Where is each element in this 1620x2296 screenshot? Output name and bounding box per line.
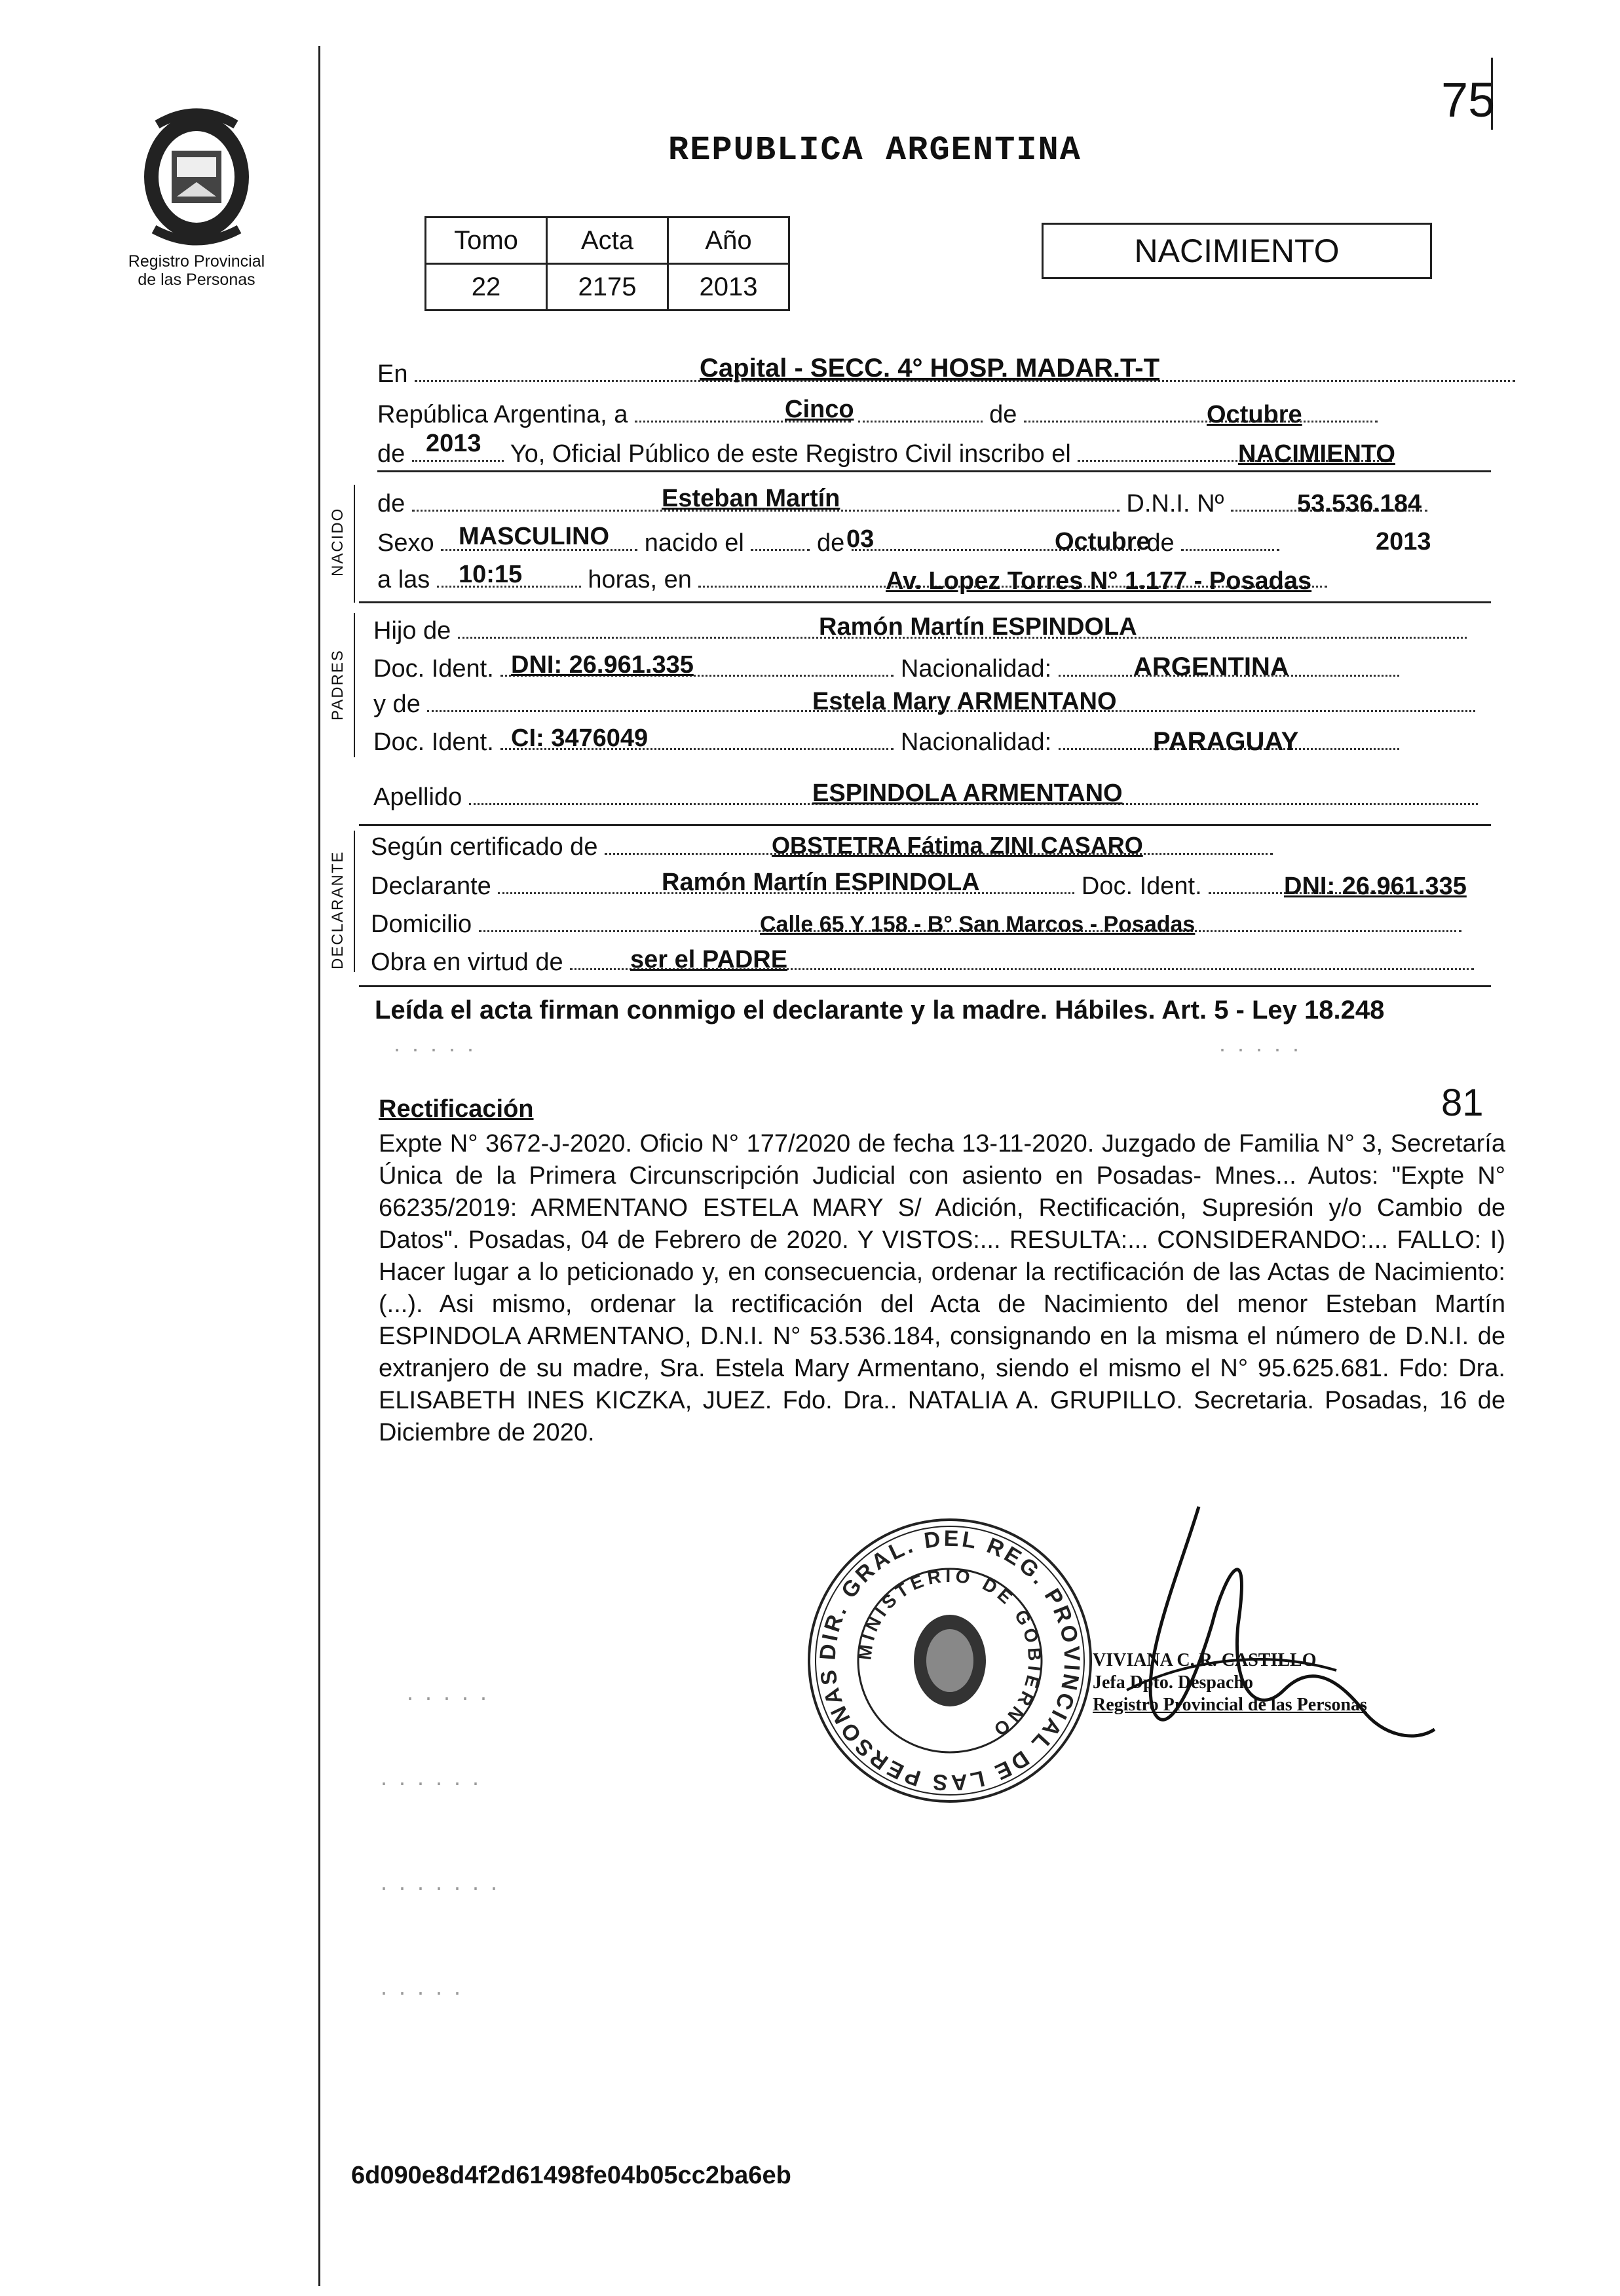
dotted-line [751,549,810,551]
official-seal [799,1507,1101,1815]
child-dni-value: 53.536.184 [1297,490,1422,518]
child-name-value: Esteban Martín [662,485,840,512]
coat-of-arms-icon [131,105,262,249]
seal-ring-text: DIR. GRAL. DEL REG. PROVINCIAL DE LAS PERSONAS [815,1526,1085,1796]
logo-caption-line1: Registro Provincial [128,252,265,271]
bleed-through-text: · · · · · [1218,1035,1302,1062]
dotted-line [1181,549,1279,551]
place-value: Capital - SECC. 4° HOSP. MADAR.T-T [700,354,1160,383]
label-doc-ident: Doc. Ident. [373,655,494,683]
seal-inner-text: MINISTERIO DE GOBIERNO [854,1565,1045,1742]
mother-name-value: Estela Mary ARMENTANO [812,688,1117,715]
surname-value: ESPINDOLA ARMENTANO [812,780,1123,807]
label-nacionalidad: Nacionalidad: [900,655,1052,683]
col-acta-header: Acta [547,217,668,264]
sex-value: MASCULINO [459,523,610,550]
record-type-box: NACIMIENTO [1042,223,1432,279]
record-kind-value: NACIMIENTO [1238,440,1395,468]
month-value: Octubre [1207,401,1302,428]
label-domicilio: Domicilio [371,911,472,938]
label-segun: Según certificado de [371,833,598,861]
dotted-line [858,421,983,423]
label-republica-a: República Argentina, a [377,401,628,428]
label-en-text: En [377,360,408,388]
registry-table [424,216,790,311]
label-de: de [989,401,1017,428]
year-value: 2013 [426,430,481,457]
label-dni: D.N.I. Nº [1126,490,1224,518]
page-number: 75 [1441,73,1496,127]
side-label-declarante: DECLARANTE [329,850,347,969]
declarant-name-value: Ramón Martín ESPINDOLA [662,869,980,896]
closing-statement: Leída el acta firman conmigo el declarante y la madre. Hábiles. Art. 5 - Ley 18.248 [375,996,1385,1025]
signatory-block [1093,1649,1367,1716]
label-nacido-el: nacido el [644,529,744,557]
line-nombre [377,490,1427,518]
label-de-nombre: de [377,490,405,518]
father-name-value: Ramón Martín ESPINDOLA [819,613,1137,641]
col-anio-header: Año [668,217,789,264]
acta-value: 2175 [547,264,668,311]
document-heading: REPUBLICA ARGENTINA [668,131,1082,170]
label-doc-ident2: Doc. Ident. [373,728,494,756]
label-nacionalidad2: Nacionalidad: [900,728,1052,756]
bleed-through-text: · · · · · [406,1684,489,1710]
line-obra [371,949,1474,977]
section-divider [359,985,1491,987]
registry-logo [118,105,275,289]
birth-time-value: 10:15 [459,561,523,588]
rectification-title: Rectificación [379,1095,534,1123]
birth-year-value: 2013 [1376,528,1431,555]
label-a-las: a las [377,566,430,593]
side-label-padres: PADRES [329,649,347,721]
label-oficial: Yo, Oficial Público de este Registro Civil inscribo el [510,440,1071,468]
address-value: Calle 65 Y 158 - B° San Marcos - Posadas [760,912,1196,937]
bleed-through-text: · · · · · · [380,1769,481,1796]
anio-value: 2013 [668,264,789,311]
label-hijo-de: Hijo de [373,617,451,645]
logo-caption-line2: de las Personas [138,271,255,289]
col-tomo-header: Tomo [426,217,547,264]
section-divider [377,470,1491,472]
section-bracket [354,831,355,972]
day-value: Cinco [785,396,854,423]
declarant-doc-value: DNI: 26.961.335 [1284,873,1467,900]
rectification-body: Expte N° 3672-J-2020. Oficio N° 177/2020 de fecha 13-11-2020. Juzgado de Familia N° 3, Secretaría Única de la Primera Circunscripción Judicial con asiento en Posadas- Mnes... Autos: "Expte N° 66235/2019: ARMENTANO ESTELA MARY S/ Adición, Rectificación, Supresión y/o Cambio de Datos". Posadas, 04 de Febrero de 2020. Y VISTOS:... RESULTA:... CONSIDERANDO:... FALLO: I) Hacer lugar a lo peticionado y, en consecuencia, ordenar la rectificación de las Actas de Nacimiento: (...). Asi mismo, ordenar la rectificación del Acta de Nacimiento del menor Esteban Martín ESPINDOLA ARMENTANO, D.N.I. N° 53.536.184, consignando en la misma el número de D.N.I. de extranjero de su madre, Sra. Estela Mary Armentano, siendo el mismo el N° 95.625.681. Fdo: Dra. ELISABETH INES KICZKA, JUEZ. Fdo. Dra.. NATALIA A. GRUPILLO. Secretaria. Posadas, 16 de Diciembre de 2020. [379,1130,1505,1446]
label-doc-ident3: Doc. Ident. [1081,873,1202,900]
label-de-anio: de [377,440,405,468]
basis-value: ser el PADRE [630,946,788,973]
left-margin-line [318,46,320,2286]
label-apellido: Apellido [373,783,462,811]
bleed-through-text: · · · · · · · [380,1873,500,1900]
father-doc-value: DNI: 26.961.335 [511,651,694,679]
label-de-anio2: de [1146,529,1175,557]
birth-day-value: 03 [846,525,875,553]
label-y-de: y de [373,690,421,718]
section-divider [359,601,1491,603]
signatory-office: Registro Provincial de las Personas [1093,1695,1367,1715]
section-bracket [354,485,355,603]
signatory-name: VIVIANA C. R. CASTILLO [1093,1650,1317,1670]
father-nationality-value: ARGENTINA [1133,652,1289,681]
section-bracket [354,613,355,757]
mother-doc-value: CI: 3476049 [511,725,649,752]
label-sexo: Sexo [377,529,434,557]
section-divider [359,824,1491,826]
certifier-value: OBSTETRA Fátima ZINI CASARO [772,832,1143,859]
document-hash: 6d090e8d4f2d61498fe04b05cc2ba6eb [351,2162,791,2189]
dotted-line [412,460,504,462]
label-declarante: Declarante [371,873,491,900]
signatory-role: Jefa Dpto. Despacho [1093,1672,1253,1693]
side-label-nacido: NACIDO [329,507,347,576]
label-horas-en: horas, en [588,566,692,593]
mother-nationality-value: PARAGUAY [1153,727,1299,756]
handwritten-signature [1101,1494,1441,1769]
label-obra: Obra en virtud de [371,949,563,976]
birth-place-value: Av. Lopez Torres N° 1.177 - Posadas [886,567,1312,595]
label-de-mes: de [817,529,845,557]
rectification-number: 81 [1441,1082,1484,1124]
tomo-value: 22 [426,264,547,311]
bleed-through-text: · · · · · [380,1978,463,2005]
birth-month-value: Octubre [1055,528,1150,555]
dotted-line [1024,421,1378,423]
bleed-through-text: · · · · · [393,1035,476,1062]
